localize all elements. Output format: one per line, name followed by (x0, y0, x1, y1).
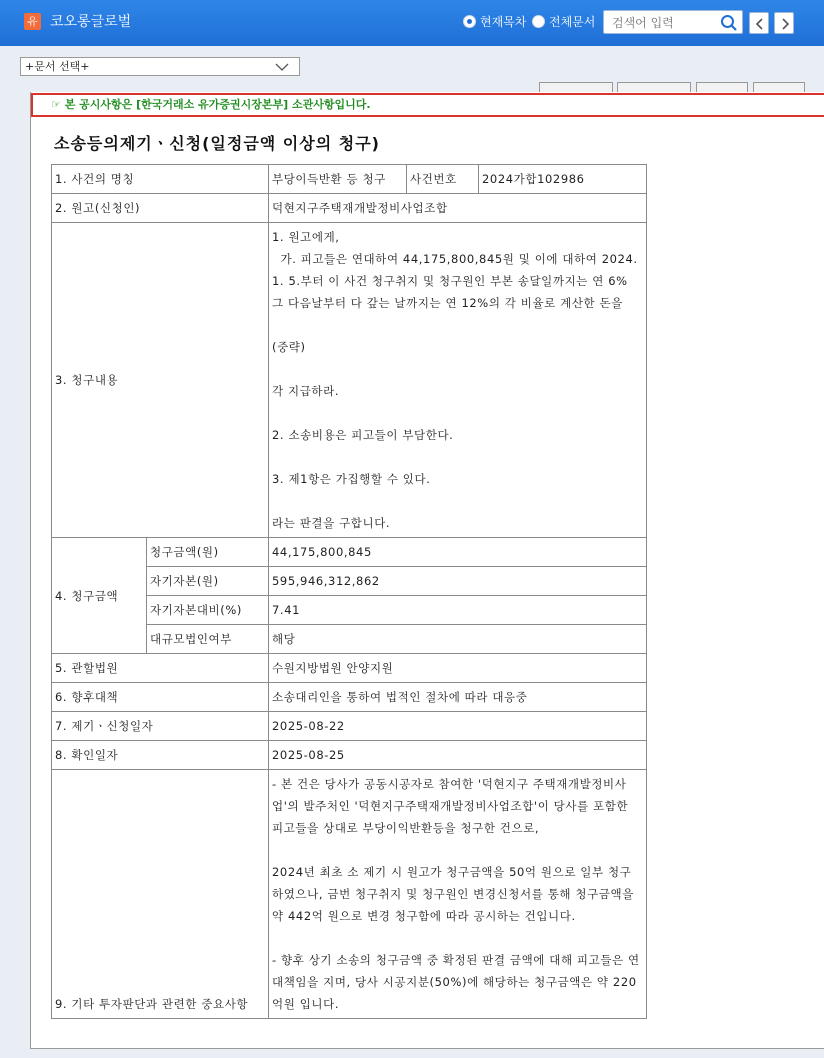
row-label: 3. 청구내용 (52, 223, 269, 538)
row-label: 6. 향후대책 (52, 683, 269, 712)
next-button[interactable] (774, 12, 794, 34)
sub-value: 7.41 (269, 596, 647, 625)
page-title: 소송등의제기ㆍ신청(일정금액 이상의 청구) (54, 134, 380, 153)
table-row (52, 741, 647, 770)
row-label: 5. 관할법원 (52, 654, 269, 683)
row-label: 4. 청구금액 (52, 538, 147, 654)
radio-current-section[interactable] (463, 13, 526, 30)
table-row (52, 194, 647, 223)
radio-current-label: 현재목차 (480, 15, 527, 29)
table-row (52, 712, 647, 741)
row-value: 부당이득반환 등 청구 (269, 165, 407, 194)
radio-selected-icon[interactable] (463, 15, 476, 28)
sub-label: 대규모법인여부 (147, 625, 269, 654)
prev-button[interactable] (749, 12, 769, 34)
radio-whole-document[interactable] (532, 13, 595, 30)
row-value: 2025-08-22 (269, 712, 647, 741)
row-value: 2024가합102986 (479, 165, 647, 194)
row-value: 2025-08-25 (269, 741, 647, 770)
document-select[interactable] (20, 57, 300, 76)
sub-value: 595,946,312,862 (269, 567, 647, 596)
row-value: - 본 건은 당사가 공동시공자로 참여한 '덕현지구 주택재개발정비사업'의 발주처인 '덕현지구주택재개발정비사업조합'이 당사를 포함한 피고들을 상대로 부당이익반환등을 청구한 건으로, 2024년 최초 소 제기 시 원고가 청구금액을 50억 원으로 일부 청구하였으나, 금번 청구취지 및 청구원인 변경신청서를 통해 청구금액을 약 442억 원으로 변경 청구함에 따라 공시하는 건입니다. - 향후 상기 소송의 청구금액 중 확정된 판결 금액에 대해 피고들은 연대책임을 지며, 당사 시공지분(50%)에 해당하는 청구금액은 약 220억원 입니다. (269, 770, 647, 1019)
table-row (52, 654, 647, 683)
radio-all-label: 전체문서 (549, 15, 596, 29)
document-select-value: +문서 선택+ (25, 60, 90, 73)
sub-label: 청구금액(원) (147, 538, 269, 567)
chevron-right-icon (780, 18, 790, 30)
row-label: 1. 사건의 명칭 (52, 165, 269, 194)
row-label: 사건번호 (407, 165, 479, 194)
top-header-bar (0, 0, 824, 46)
row-label: 2. 원고(신청인) (52, 194, 269, 223)
chevron-left-icon (755, 18, 765, 30)
sub-value: 해당 (269, 625, 647, 654)
company-name: 코오롱글로벌 (50, 14, 132, 30)
sub-label: 자기자본대비(%) (147, 596, 269, 625)
disclosure-table (51, 164, 647, 1019)
row-value: 덕현지구주택재개발정비사업조합 (269, 194, 647, 223)
search-icon[interactable] (720, 14, 738, 32)
row-value: 1. 원고에게, 가. 피고들은 연대하여 44,175,800,845원 및 이에 대하여 2024. 1. 5.부터 이 사건 청구취지 및 청구원인 부본 송달일까지는 연 6% 그 다음날부터 다 갚는 날까지는 연 12%의 각 비율로 계산한 돈을 (중략) 각 지급하라. 2. 소송비용은 피고들이 부담한다. 3. 제1항은 가집행할 수 있다. 라는 판결을 구합니다. (269, 223, 647, 538)
notice-banner: ☞ 본 공시사항은 [한국거래소 유가증권시장본부] 소관사항입니다. (31, 93, 824, 117)
row-value: 소송대리인을 통하여 법적인 절차에 따라 대응중 (269, 683, 647, 712)
company-logo-icon: 유 (24, 13, 41, 30)
search-input[interactable] (610, 12, 722, 34)
chevron-down-icon (275, 63, 289, 71)
table-row (52, 165, 647, 194)
table-row (52, 223, 647, 538)
radio-unselected-icon[interactable] (532, 15, 545, 28)
table-row (52, 683, 647, 712)
table-row (52, 538, 647, 567)
row-value: 수원지방법원 안양지원 (269, 654, 647, 683)
sub-label: 자기자본(원) (147, 567, 269, 596)
sub-value: 44,175,800,845 (269, 538, 647, 567)
row-label: 9. 기타 투자판단과 관련한 중요사항 (52, 770, 269, 1019)
row-label: 8. 확인일자 (52, 741, 269, 770)
search-box (603, 10, 743, 34)
table-row (52, 770, 647, 1019)
row-label: 7. 제기ㆍ신청일자 (52, 712, 269, 741)
